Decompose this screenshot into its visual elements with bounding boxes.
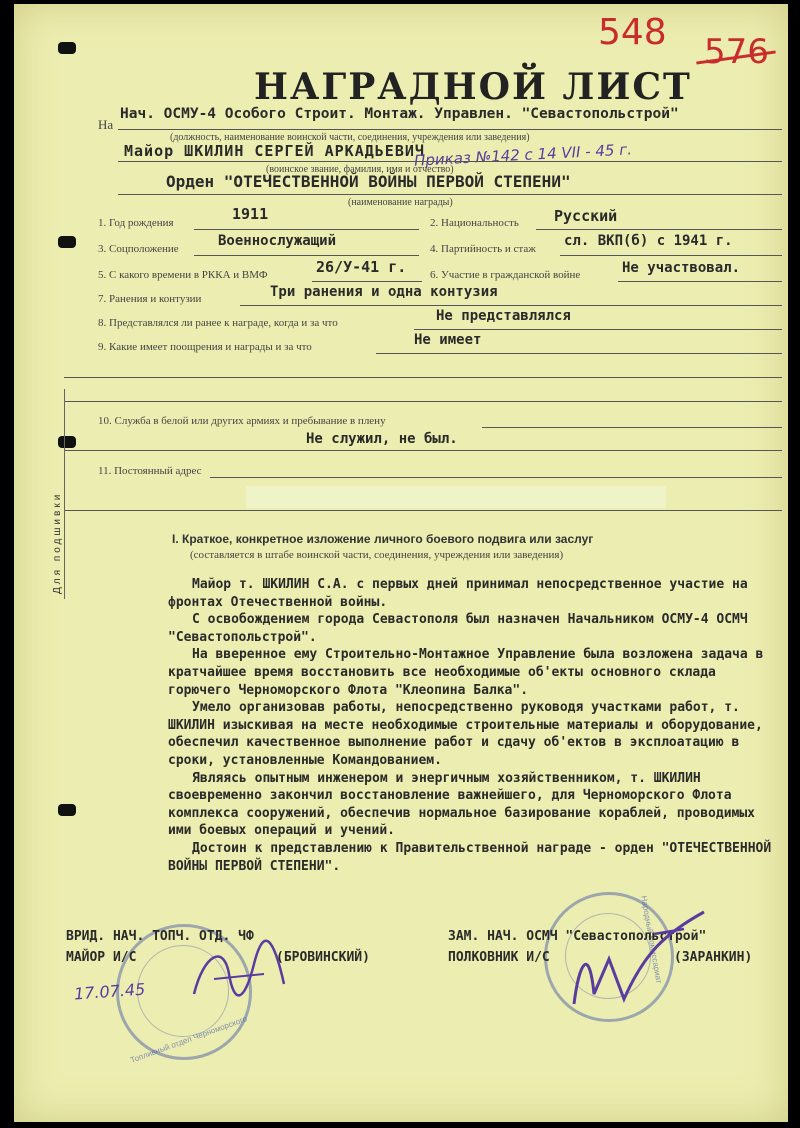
field-line: [64, 510, 782, 511]
merit-paragraph: С освобождением города Севастополя был назначен Начальником ОСМУ-4 ОСМЧ "Севастопольстрой".: [168, 612, 748, 645]
field-line: [64, 450, 782, 451]
left-stamp-text: Топливный отдел Черноморского: [129, 1014, 249, 1065]
field-line: [312, 281, 422, 282]
punch-hole: [58, 804, 76, 816]
field-line: [536, 229, 782, 230]
wounds-value: Три ранения и одна контузия: [270, 284, 498, 300]
unit-caption: (должность, наименование воинской части, соединения, учреждения или заведения): [170, 132, 530, 143]
left-signer-name: (БРОВИНСКИЙ): [276, 950, 370, 965]
person-line: [118, 161, 782, 162]
right-stamp-text: Народный Комиссариат: [639, 894, 664, 985]
field-line: [64, 377, 782, 378]
unit-line: [118, 129, 782, 130]
field-line: [482, 427, 782, 428]
right-signature: [554, 904, 714, 1014]
na-prefix: На: [98, 117, 114, 132]
rkka-value: 26/У-41 г.: [316, 258, 407, 276]
handwritten-order: Приказ №142 с 14 VII - 45 г.: [413, 140, 633, 170]
field-line: [618, 281, 782, 282]
address-label: 11. Постоянный адрес: [98, 465, 202, 477]
person-caption: (воинское звание, фамилия, имя и отчество): [266, 164, 454, 175]
prev-award-label: 8. Представлялся ли ранее к награде, когда и за что: [98, 317, 338, 329]
merit-paragraph: Достоин к представлению к Правительственной награде - орден "ОТЕЧЕСТВЕННОЙ ВОЙНЫ ПЕРВОЙ СТЕПЕНИ".: [168, 840, 772, 874]
service-value: Не служил, не был.: [306, 431, 458, 447]
right-signer-title: ЗАМ. НАЧ. ОСМЧ "Севастопольстрой": [448, 929, 707, 944]
merit-paragraph: Умело организовав работы, непосредственно руководя участками работ, т. ШКИЛИН изыскивая на месте необходимые строительные материалы и оборудование, обеспечил качественное выполнение работ и сдачу об'ектов в эксплоатацию в сроки, установленные Командованием.: [168, 700, 763, 768]
wounds-label: 7. Ранения и контузии: [98, 293, 202, 305]
field-line: [240, 305, 782, 306]
punch-hole: [58, 236, 76, 248]
party-label: 4. Партийность и стаж: [430, 243, 536, 255]
section-title: I. Краткое, конкретное изложение личного боевого подвига или заслуг: [172, 532, 594, 546]
prev-award-value: Не представлялся: [436, 308, 571, 324]
award-sheet: [14, 4, 788, 1122]
rkka-label: 5. С какого времени в РККА и ВМФ: [98, 269, 268, 281]
service-label: 10. Служба в белой или других армиях и пребывание в плену: [98, 415, 386, 427]
party-value: сл. ВКП(б) с 1941 г.: [564, 233, 733, 249]
archive-number-struck: 576: [704, 32, 769, 72]
person-value: Майор ШКИЛИН СЕРГЕЙ АРКАДЬЕВИЧ: [124, 142, 425, 160]
birth-year-label: 1. Год рождения: [98, 217, 174, 229]
left-signature-date: 17.07.45: [73, 979, 146, 1004]
field-line: [376, 353, 782, 354]
merit-paragraph: Являясь опытным инженером и энергичным хозяйственником, т. ШКИЛИН своевременно закончил восстановление важнейшего, для Черноморского Флота комплекса сооружений, обеспечив нормальное базирование кораблей, проводимых ими боевых операций и учений.: [168, 770, 755, 839]
margin-line: [64, 389, 65, 599]
honors-label: 9. Какие имеет поощрения и награды и за что: [98, 341, 312, 353]
social-label: 3. Соцположение: [98, 243, 179, 255]
left-signer-title: ВРИД. НАЧ. ТОПЧ. ОТД. ЧФ: [66, 929, 254, 944]
margin-vertical-text: Для подшивки: [52, 491, 63, 594]
award-line: [118, 194, 782, 195]
left-signature: [184, 934, 294, 1014]
redacted-address: [246, 486, 666, 508]
award-value: Орден "ОТЕЧЕСТВЕННОЙ ВОЙНЫ ПЕРВОЙ СТЕПЕНИ": [166, 172, 571, 191]
award-caption: (наименование награды): [348, 197, 453, 208]
unit-value: Нач. ОСМУ-4 Особого Строит. Монтаж. Управлен. "Севастопольстрой": [120, 106, 679, 122]
field-line: [194, 229, 419, 230]
field-line: [210, 477, 782, 478]
nationality-value: Русский: [554, 207, 618, 225]
section-subtitle: (составляется в штабе воинской части, соединения, учреждения или заведения): [190, 549, 564, 561]
left-signer-rank: МАЙОР И/С: [66, 950, 137, 965]
civil-war-label: 6. Участие в гражданской войне: [430, 269, 581, 281]
field-line: [64, 401, 782, 402]
punch-hole: [58, 42, 76, 54]
merit-paragraph: Майор т. ШКИЛИН С.А. с первых дней принимал непосредственное участие на фронтах Отечественной войны.: [168, 577, 748, 610]
right-signer-name: (ЗАРАНКИН): [674, 950, 753, 965]
field-line: [414, 329, 782, 330]
punch-hole: [58, 436, 76, 448]
merit-paragraph: На вверенное ему Строительно-Монтажное Управление была возложена задача в кратчайшее время восстановить все необходимые об'екты основного склада горючего Черноморского Флота "Клеопина Балка".: [168, 647, 764, 698]
nationality-label: 2. Национальность: [430, 217, 519, 229]
field-line: [194, 255, 419, 256]
document-title: НАГРАДНОЙ ЛИСТ: [254, 66, 692, 108]
archive-number: 548: [598, 12, 667, 53]
right-signer-rank: ПОЛКОВНИК И/С: [448, 950, 550, 965]
civil-war-value: Не участвовал.: [622, 260, 741, 276]
birth-year-value: 1911: [232, 205, 269, 223]
merit-description: [168, 576, 778, 875]
honors-value: Не имеет: [414, 332, 482, 348]
social-value: Военнослужащий: [218, 233, 337, 249]
field-line: [560, 255, 782, 256]
